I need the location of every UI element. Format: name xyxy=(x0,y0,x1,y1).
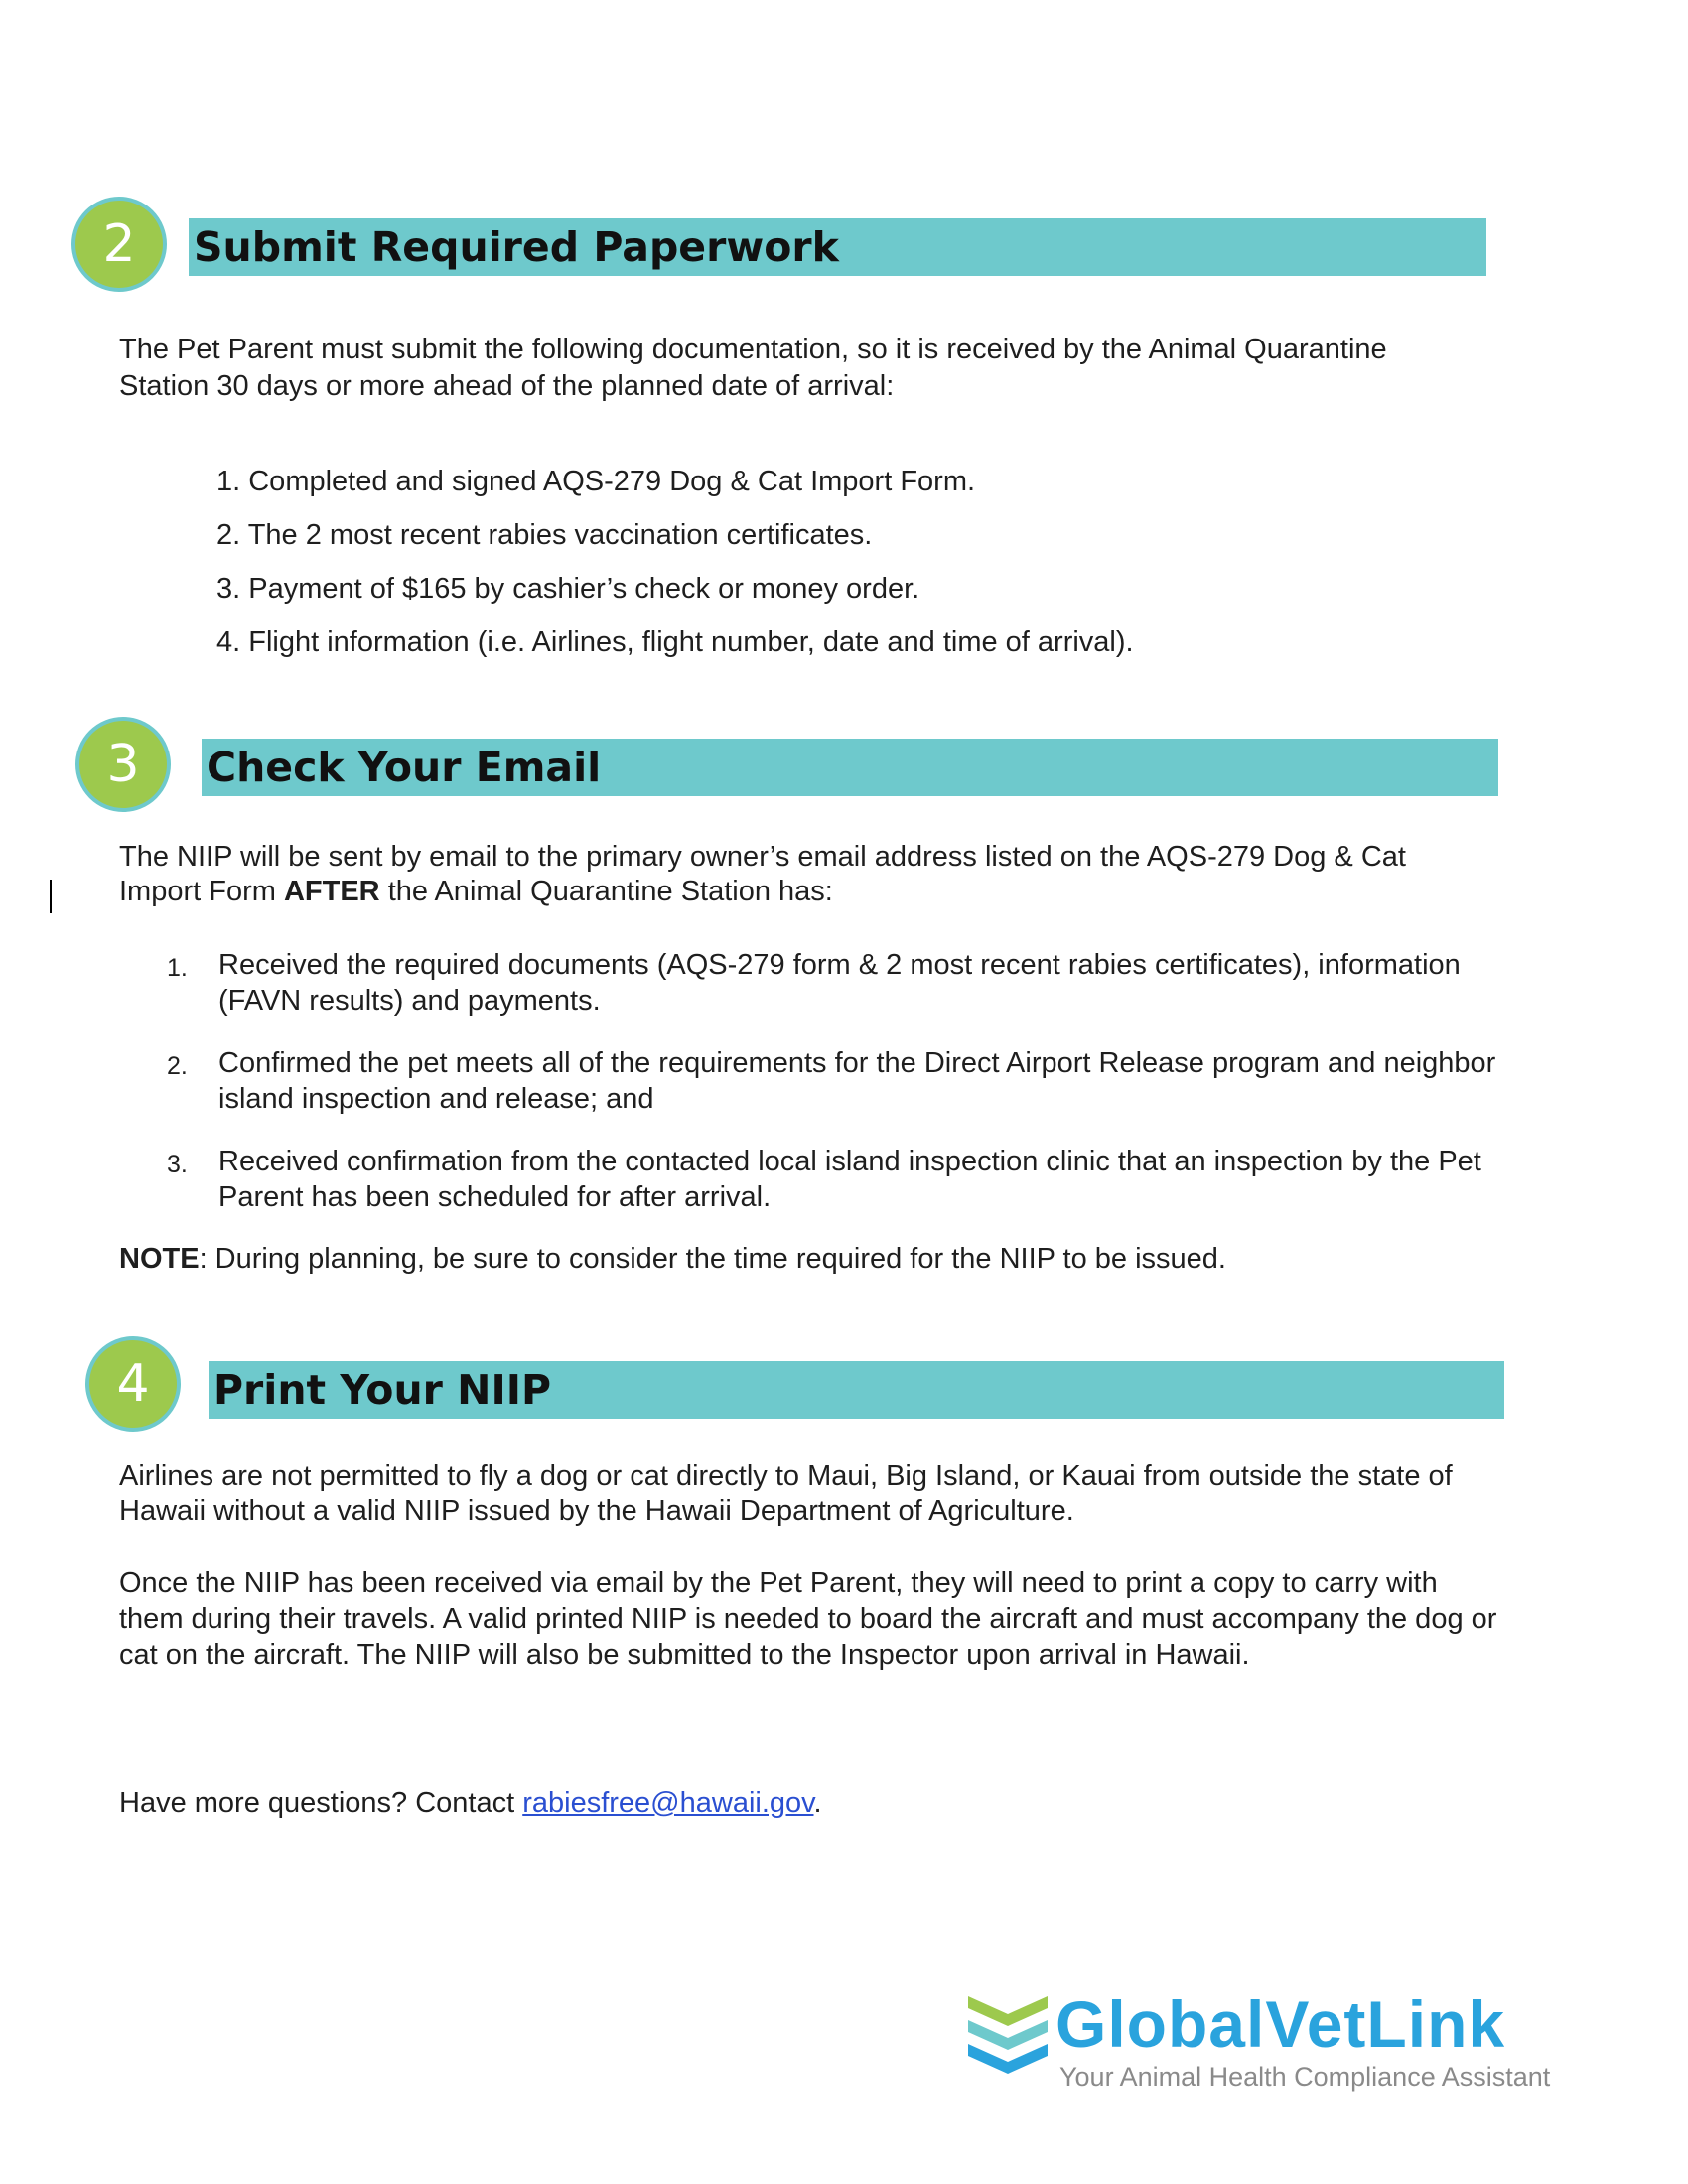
section-2-title: Submit Required Paperwork xyxy=(194,223,839,271)
email-conditions-list xyxy=(167,947,1497,1242)
contact-email-link[interactable]: rabiesfree@hawaii.gov xyxy=(522,1787,814,1819)
list-item-text: Confirmed the pet meets all of the requirements for the Direct Airport Release program and neighbor island inspection and release; and xyxy=(218,1047,1496,1115)
logo-tagline: Your Animal Health Compliance Assistant xyxy=(1059,2062,1551,2092)
list-item xyxy=(167,947,1497,1019)
list-item: 2. The 2 most recent rabies vaccination certificates. xyxy=(216,519,873,551)
list-item-number: 2. xyxy=(167,1052,188,1080)
list-item-number: 1. xyxy=(167,954,188,982)
step-4-number-badge xyxy=(85,1336,181,1432)
list-item-text: Received the required documents (AQS-279 form & 2 most recent rabies certificates), information (FAVN results) and payments. xyxy=(218,949,1461,1017)
after-emphasis: AFTER xyxy=(283,876,380,907)
section-2-heading xyxy=(189,218,1486,276)
list-item: 3. Payment of $165 by cashier’s check or money order. xyxy=(216,573,920,605)
list-item-text: Received confirmation from the contacted local island inspection clinic that an inspection by the Pet Parent has been scheduled for after arrival. xyxy=(218,1146,1481,1213)
list-item xyxy=(167,1045,1497,1117)
step-2-number-badge xyxy=(71,197,167,292)
list-item: 1. Completed and signed AQS-279 Dog & Cat Import Form. xyxy=(216,466,976,497)
logo-name: GlobalVetLink xyxy=(1055,1987,1506,2061)
stacked-chevrons-icon xyxy=(968,1990,1048,2080)
section-2-intro: The Pet Parent must submit the following documentation, so it is received by the Animal Quarantine Station 30 days or more ahead of the planned date of arrival: xyxy=(119,334,1387,402)
step-3-number-badge xyxy=(75,717,171,812)
list-item-number: 3. xyxy=(167,1151,188,1178)
note-label: NOTE xyxy=(119,1243,200,1275)
section-4-title: Print Your NIIP xyxy=(213,1366,552,1414)
step-4-number: 4 xyxy=(116,1354,150,1414)
section-3-heading xyxy=(202,739,1498,796)
step-2-number: 2 xyxy=(102,214,136,274)
required-documents-list xyxy=(216,464,1134,678)
section-4-heading xyxy=(209,1361,1504,1419)
list-item: 4. Flight information (i.e. Airlines, flight number, date and time of arrival). xyxy=(216,626,1134,658)
contact-line: Have more questions? Contact rabiesfree@hawaii.gov. xyxy=(119,1787,822,1819)
globalvetlink-logo xyxy=(968,1987,1604,2100)
note xyxy=(119,1241,1509,1278)
note-text: : During planning, be sure to consider the time required for the NIIP to be issued. xyxy=(199,1243,1226,1275)
list-item xyxy=(167,1144,1497,1215)
section-3-title: Check Your Email xyxy=(207,744,602,791)
text-cursor xyxy=(50,880,52,913)
section-4-paragraph-2: Once the NIIP has been received via email by the Pet Parent, they will need to print a copy to carry with them during their travels. A valid printed NIIP is needed to board the aircraft and must accompany the dog or cat on the aircraft. The NIIP will also be submitted to the Inspector upon arrival in Hawaii. xyxy=(119,1568,1497,1671)
step-3-number: 3 xyxy=(106,735,140,794)
section-4-paragraph-1: Airlines are not permitted to fly a dog or cat directly to Maui, Big Island, or Kauai from outside the state of Hawaii without a valid NIIP issued by the Hawaii Department of Agriculture. xyxy=(119,1460,1453,1527)
section-3-intro: The NIIP will be sent by email to the primary owner’s email address listed on the AQS-279 Dog & Cat Import Form AFTER the Animal Quarantine Station has: xyxy=(119,841,1406,907)
